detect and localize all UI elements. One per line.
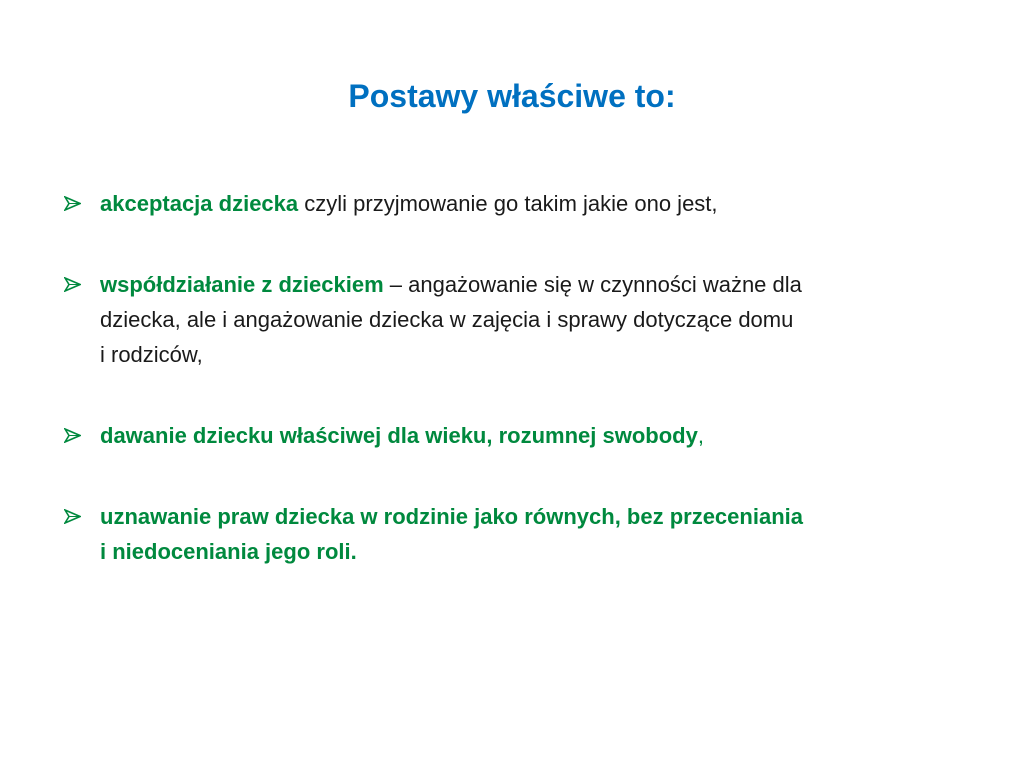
- item-highlight-line1: uznawanie praw dziecka w rodzinie jako równych, bez przeceniania: [100, 504, 803, 529]
- arrowhead-bullet-icon: [63, 186, 83, 221]
- item-highlight: akceptacja dziecka: [100, 191, 299, 216]
- arrowhead-bullet-icon: [63, 418, 83, 453]
- item-text: ,: [697, 423, 704, 448]
- item-text-line2: dziecka, ale i angażowanie dziecka w zajęcia i sprawy dotyczące domu: [100, 307, 794, 332]
- item-text-line3: i rodziców,: [100, 342, 203, 367]
- bullet-list: [63, 186, 923, 615]
- arrowhead-bullet-icon: [63, 499, 83, 534]
- item-highlight: współdziałanie z dzieckiem: [100, 272, 384, 297]
- slide-title: Postawy właściwe to:: [348, 78, 676, 114]
- item-text-line1: – angażowanie się w czynności ważne dla: [383, 272, 802, 297]
- arrowhead-bullet-icon: [63, 267, 83, 302]
- list-item-cooperation: [63, 267, 923, 372]
- list-item-freedom: [63, 418, 923, 453]
- list-item-rights: [63, 499, 923, 569]
- item-text: czyli przyjmowanie go takim jakie ono jest,: [298, 191, 718, 216]
- item-highlight-line2: i niedoceniania jego roli.: [100, 539, 357, 564]
- list-item-acceptance: [63, 186, 923, 221]
- item-highlight: dawanie dziecku właściwej dla wieku, rozumnej swobody: [100, 423, 698, 448]
